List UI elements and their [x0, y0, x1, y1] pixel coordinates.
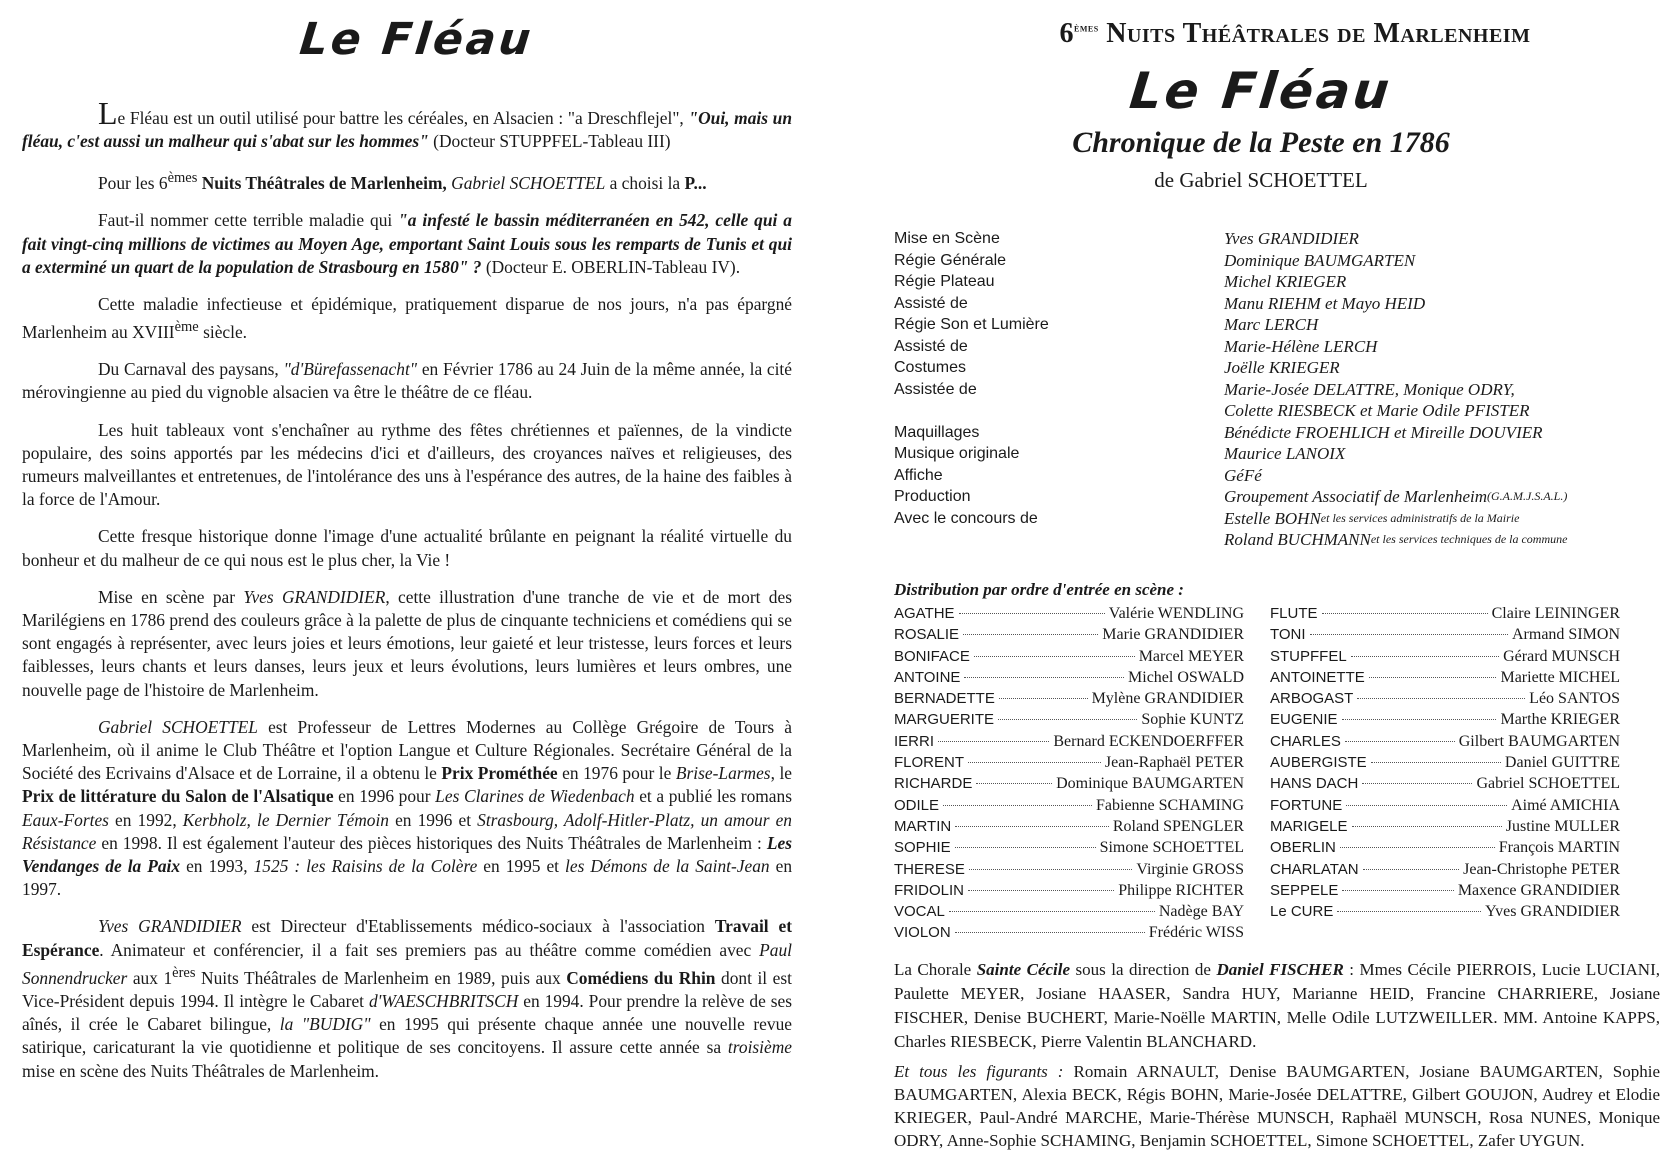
character-name: ROSALIE — [894, 626, 960, 644]
director-name: Yves GRANDIDIER — [98, 916, 242, 937]
dot-leader — [1345, 741, 1455, 742]
credit-role: Maquillages — [894, 423, 980, 441]
dot-leader — [949, 911, 1155, 912]
paragraph-8 — [22, 586, 792, 702]
sup: èmes — [167, 170, 198, 187]
cast-row — [894, 922, 1244, 943]
cast-row — [894, 709, 1244, 730]
actor-name: Armand SIMON — [1512, 626, 1620, 644]
text: . Animateur et conférencier, il a fait ses premiers pas au théâtre comme comédien avec — [99, 939, 760, 960]
text: Faut-il nommer cette terrible maladie qui — [98, 210, 399, 231]
cast-row — [1270, 837, 1620, 858]
cast-row — [894, 773, 1244, 794]
actor-name: Marcel MEYER — [1138, 647, 1244, 665]
credit-names: Maurice LANOIX — [1224, 444, 1346, 463]
text: a choisi la — [605, 173, 685, 194]
cast-row — [894, 667, 1244, 688]
organization: Travail et Espérance — [22, 916, 793, 960]
character-name: OBERLIN — [1270, 839, 1336, 857]
cast-row — [894, 603, 1244, 624]
character-name: ANTOINE — [894, 668, 961, 686]
cast-row — [894, 859, 1244, 880]
organization: Comédiens du Rhin — [566, 967, 716, 988]
cast-row — [1270, 709, 1620, 730]
paragraph-1 — [22, 95, 792, 153]
actor-name: Maxence GRANDIDIER — [1457, 881, 1620, 899]
dot-leader — [969, 869, 1132, 870]
organization: la "BUDIG" — [279, 1014, 371, 1035]
left-body — [22, 95, 793, 1097]
text: mise en scène des Nuits Théâtrales de Marlenheim. — [22, 1060, 380, 1081]
character-name: MARGUERITE — [894, 711, 995, 729]
text: , cette illustration d'une tranche de vie et de mort des Marilégiens en 1786 prend des couleurs grâce à la palette de plus de cinquante techniciens et comédiens qui se sont engagés à représenter, avec leurs joies et leurs émotions, leur gaieté et leur tristesse, leurs forces et leurs faiblesses, leurs chants et leurs danses, leurs jeux et leurs évolutions, leurs lumières et leurs ombres, une nouvelle page de l'histoire de Marlenheim. — [22, 586, 792, 700]
dot-leader — [1337, 911, 1481, 912]
character-name: FRIDOLIN — [894, 881, 965, 899]
cast-row — [1270, 901, 1620, 922]
actor-name: Gabriel SCHOETTEL — [1476, 775, 1620, 793]
cast-row — [894, 795, 1244, 816]
cast-row — [894, 880, 1244, 901]
actor-name: Léo SANTOS — [1529, 690, 1620, 708]
dot-leader — [968, 890, 1114, 891]
organization: d'WAESCHBRITSCH — [368, 990, 519, 1011]
dot-leader — [1322, 613, 1488, 614]
actor-name: Dominique BAUMGARTEN — [1056, 775, 1244, 793]
right-page — [850, 0, 1672, 1148]
credit-row — [894, 357, 1654, 379]
credits-list — [894, 228, 1654, 551]
credit-row — [894, 336, 1654, 358]
text: en 1996 et — [388, 809, 478, 830]
left-page — [0, 0, 820, 1148]
play-subtitle: Chronique de la Peste en 1786 — [1072, 126, 1450, 159]
character-name: CHARLATAN — [1270, 860, 1359, 878]
paragraph-5 — [22, 358, 792, 404]
credit-role: Avec le concours de — [894, 509, 1038, 527]
text: Pour les 6 — [98, 173, 168, 194]
cast-row — [1270, 816, 1620, 837]
character-name: BONIFACE — [894, 647, 970, 665]
credit-role: Assistée de — [894, 380, 977, 398]
actor-name: Mariette MICHEL — [1500, 668, 1620, 686]
cast-row — [894, 646, 1244, 667]
distribution-heading: Distribution par ordre d'entrée en scène : — [894, 580, 1184, 599]
credit-names: Joëlle KRIEGER — [1224, 358, 1340, 377]
text: aux 1 — [127, 967, 173, 988]
festival-name: Nuits Théâtrales de Marlenheim, — [197, 173, 447, 194]
text: Nuits Théâtrales de Marlenheim en 1989, puis aux — [195, 967, 567, 988]
quote: "a infesté le bassin méditerranéen en 542, celle qui a fait vingt-cinq millions de victimes au Moyen Age, emportant Saint Louis sous les remparts de Tunis et qui a exterminé un quart de la population de Strasbourg en 1580" ? — [22, 210, 792, 277]
credit-names: Marie-Josée DELATTRE, Monique ODRY, — [1224, 379, 1515, 399]
text: (Docteur E. OBERLIN-Tableau IV). — [481, 256, 741, 277]
dot-leader — [959, 613, 1105, 614]
work-title: Eaux-Fortes — [22, 809, 109, 830]
dot-leader — [943, 805, 1092, 806]
character-name: EUGENIE — [1270, 711, 1338, 729]
dot-leader — [1369, 677, 1497, 678]
cast-row — [894, 816, 1244, 837]
dot-leader — [1363, 869, 1460, 870]
paragraph-4 — [22, 293, 792, 344]
dot-leader — [976, 783, 1052, 784]
text: en 1976 pour le — [557, 763, 676, 784]
character-name: FLUTE — [1270, 605, 1318, 622]
text: siècle. — [198, 322, 248, 343]
actor-name: Jean-Raphaël PETER — [1104, 754, 1244, 772]
actor-name: Fabienne SCHAMING — [1096, 796, 1244, 814]
credit-row — [894, 465, 1654, 487]
character-name: SEPPELE — [1270, 881, 1339, 899]
dot-leader — [1340, 847, 1495, 848]
credit-names: Estelle BOHN — [1224, 508, 1321, 528]
dot-leader — [1357, 698, 1525, 699]
actor-name: Michel OSWALD — [1128, 668, 1244, 686]
text: P... — [684, 173, 707, 194]
credit-names: Groupement Associatif de Marlenheim — [1224, 487, 1487, 506]
cast-row — [894, 901, 1244, 922]
character-name: BERNADETTE — [894, 690, 995, 708]
credit-role: Mise en Scène — [894, 230, 1000, 247]
text: est Directeur d'Etablissements médico-sociaux à l'association — [241, 916, 715, 937]
text: 6 — [1059, 18, 1075, 49]
credit-role: Assisté de — [894, 337, 968, 355]
credit-note: (G.A.M.J.S.A.L.) — [1487, 489, 1568, 503]
dot-leader — [955, 826, 1109, 827]
dot-leader — [1342, 719, 1497, 720]
character-name: FLORENT — [894, 754, 965, 772]
character-name: AGATHE — [894, 605, 955, 622]
credit-role — [894, 400, 1224, 422]
character-name: RICHARDE — [894, 775, 973, 793]
actor-name: Sophie KUNTZ — [1141, 711, 1244, 729]
cast-row — [894, 752, 1244, 773]
text: Nuits Théâtrales de Marlenheim — [1098, 18, 1531, 49]
dot-leader — [964, 677, 1124, 678]
cast-row — [1270, 880, 1620, 901]
drop-cap: L — [98, 95, 118, 131]
cast-row — [1270, 603, 1620, 624]
actor-name: François MARTIN — [1498, 839, 1620, 857]
sup: èmes — [1074, 20, 1099, 35]
actor-name: Bernard ECKENDOERFFER — [1053, 732, 1244, 750]
text: e Fléau est un outil utilisé pour battre les céréales, en Alsacien : "a Dreschflejel", — [117, 108, 689, 128]
credit-row — [894, 293, 1654, 315]
text: en Février 1786 au 24 Juin de la même année, la cité mérovingienne au pied du vignoble alsacien va être le théâtre de ce fléau. — [22, 359, 792, 403]
credit-names: Yves GRANDIDIER — [1224, 229, 1359, 248]
text: Cette maladie infectieuse et épidémique, pratiquement disparue de nos jours, n'a pas épargné Marlenheim au XVIII — [22, 294, 792, 343]
credit-names: Roland BUCHMANN — [1224, 530, 1371, 549]
sup: ème — [174, 319, 199, 336]
character-name: FORTUNE — [1270, 796, 1343, 814]
character-name: AUBERGISTE — [1270, 754, 1367, 772]
cast-row — [1270, 795, 1620, 816]
work-title: Brise-Larmes — [675, 763, 771, 784]
credit-role: Régie Générale — [894, 251, 1007, 269]
character-name: VOCAL — [894, 903, 945, 921]
dot-leader — [1362, 783, 1472, 784]
paragraph-2 — [22, 167, 792, 195]
actor-name: Simone SCHOETTEL — [1099, 839, 1244, 857]
play-title: Le Fléau — [1127, 62, 1395, 120]
text: et a publié les romans — [634, 786, 792, 807]
text: en 1997. — [22, 856, 793, 900]
actor-name: Philippe RICHTER — [1118, 881, 1244, 899]
actor-name: Jean-Christophe PETER — [1463, 860, 1620, 878]
left-title: Le Fléau — [297, 14, 536, 65]
award: Prix Prométhée — [441, 763, 558, 784]
work-title: Kerbholz, le Dernier Témoin — [182, 809, 389, 830]
credit-row — [894, 422, 1654, 444]
character-name: IERRI — [894, 732, 935, 750]
text: dont il est Vice-Président depuis 1994. Il intègre le Cabaret — [22, 967, 792, 1011]
work-title: Strasbourg, Adolf-Hitler-Platz, un amour en Résistance — [22, 809, 792, 853]
character-name: THERESE — [894, 860, 965, 878]
text: en 1994. Pour prendre la relève de ses aînés, il crée le Cabaret bilingue, — [22, 990, 792, 1035]
author-name: Gabriel SCHOETTEL — [98, 716, 258, 737]
sup: ères — [172, 964, 196, 981]
credit-role: Régie Son et Lumière — [894, 316, 1049, 333]
credit-row — [894, 486, 1654, 508]
credit-row — [894, 400, 1654, 422]
credit-note: et les services administratifs de la Mairie — [1320, 510, 1520, 525]
festival-heading — [940, 18, 1650, 50]
credit-names: Dominique BAUMGARTEN — [1224, 250, 1416, 270]
cast-row — [1270, 731, 1620, 752]
actor-name: Nadège BAY — [1158, 903, 1244, 921]
actor-name: Claire LEININGER — [1491, 605, 1620, 622]
cast-row — [894, 624, 1244, 645]
text: en 1995 et — [477, 856, 566, 877]
character-name: ARBOGAST — [1270, 690, 1354, 708]
text: est Professeur de Lettres Modernes au Collège Grégoire de Tours à Marlenheim, où il anime le Club Théâtre et l'option Langue et Culture Régionales. Secrétaire Général de la Société des Ecrivains d'Alsace et de Lorraine, il a obtenu le — [22, 716, 792, 784]
credit-role: Affiche — [894, 466, 943, 484]
director-name: Yves GRANDIDIER — [243, 586, 386, 607]
cast-row — [894, 731, 1244, 752]
actor-name: Daniel GUITTRE — [1504, 754, 1620, 772]
cast-row — [1270, 624, 1620, 645]
actor-name: Yves GRANDIDIER — [1485, 903, 1620, 921]
credit-names: Marc LERCH — [1224, 315, 1319, 334]
work-title: Les Clarines de Wiedenbach — [435, 786, 635, 807]
character-name: MARTIN — [894, 817, 952, 835]
actor-name: Virginie GROSS — [1136, 860, 1244, 878]
cast-row — [1270, 688, 1620, 709]
credit-row — [894, 250, 1654, 272]
character-name: STUPFFEL — [1270, 647, 1347, 665]
quote: "Oui, mais un fléau, c'est aussi un malheur qui s'abat sur les hommes" — [22, 108, 792, 152]
text: , le — [770, 763, 793, 784]
character-name: HANS DACH — [1270, 775, 1359, 793]
actor-name: Mylène GRANDIDIER — [1091, 690, 1244, 708]
credit-names: Colette RIESBECK et Marie Odile PFISTER — [1224, 401, 1530, 420]
figurants-label: Et tous les figurants : — [894, 1062, 1064, 1081]
dot-leader — [1371, 762, 1501, 763]
cast-row — [1270, 859, 1620, 880]
work-title: Les Vendanges de la Paix — [22, 832, 792, 877]
author-name: Gabriel SCHOETTEL — [446, 173, 606, 194]
cast-row — [1270, 752, 1620, 773]
paragraph-7: Cette fresque historique donne l'image d'une actualité brûlante en peignant la réalité virtuelle du bonheur et du malheur de ce qui nous est le plus cher, la Vie ! — [22, 526, 792, 570]
actor-name: Marthe KRIEGER — [1500, 711, 1620, 729]
text: : Mmes Cécile PIERROIS, Lucie LUCIANI, Paulette MEYER, Josiane HAASER, Sandra HUY, Marianne HEID, Francine CHARRIERE, Josiane FISCHER, Denise BUCHERT, Marie-Noëlle MARTIN, Melle Odile LUTZWEILLER. MM. Antoine KAPPS, Charles RIESBECK, Pierre Valentin BLANCHARD. — [894, 960, 1660, 1051]
dot-leader — [1352, 826, 1502, 827]
dot-leader — [963, 634, 1098, 635]
actor-name: Marie GRANDIDIER — [1102, 626, 1244, 644]
actor-name: Gilbert BAUMGARTEN — [1458, 732, 1620, 750]
credit-row — [894, 228, 1654, 250]
conductor-name: Daniel FISCHER — [1216, 960, 1344, 979]
actor-name: Aimé AMICHIA — [1511, 796, 1620, 814]
character-name: ODILE — [894, 796, 940, 814]
text: en 1993, — [180, 856, 254, 877]
credit-row — [894, 314, 1654, 336]
credit-role: Assisté de — [894, 294, 968, 312]
cast-row — [1270, 646, 1620, 667]
work-title: 1525 : les Raisins de la Colère — [253, 856, 478, 877]
play-author: de Gabriel SCHOETTEL — [1154, 168, 1368, 192]
cast-column-left — [894, 603, 1244, 944]
character-name: VIOLON — [894, 924, 951, 942]
paragraph-10 — [22, 915, 792, 1082]
cast-row — [894, 837, 1244, 858]
actor-name: Roland SPENGLER — [1112, 817, 1244, 835]
credit-role: Régie Plateau — [894, 273, 995, 290]
character-name: TONI — [1270, 626, 1306, 644]
text: en 1998. Il est également l'auteur des pièces historiques des Nuits Théâtrales de Marlenheim : — [96, 832, 767, 853]
dot-leader — [1310, 634, 1508, 635]
credit-names: Marie-Hélène LERCH — [1224, 336, 1378, 356]
quote: "d'Bürefassenacht" — [283, 359, 418, 380]
character-name: SOPHIE — [894, 839, 951, 857]
character-name: ANTOINETTE — [1270, 668, 1365, 686]
credit-row — [894, 379, 1654, 401]
cast-row — [894, 688, 1244, 709]
dot-leader — [955, 932, 1145, 933]
work-title: les Démons de la Saint-Jean — [565, 856, 770, 877]
paragraph-9 — [22, 716, 792, 902]
dot-leader — [974, 656, 1135, 657]
text: Romain ARNAULT, Denise BAUMGARTEN, Josiane BAUMGARTEN, Sophie BAUMGARTEN, Alexia BECK, Régis BOHN, Marie-Josée DELATTRE, Gilbert GOUJON, Audrey et Elodie KRIEGER, Paul-André MARCHE, Marie-Thérèse MUNSCH, Raphaël MUNSCH, Rosa NUNES, Monique ODRY, Anne-Sophie SCHAMING, Benjamin SCHOETTEL, Simone SCHOETTEL, Zafer UYGUN. — [894, 1062, 1660, 1150]
cast-column-right — [1270, 603, 1620, 922]
text: troisième — [727, 1037, 792, 1058]
text: sous la direction de — [1070, 960, 1217, 979]
paragraph-3 — [22, 209, 792, 279]
actor-name: Frédéric WISS — [1148, 924, 1244, 942]
dot-leader — [998, 719, 1137, 720]
figurants-paragraph — [894, 1060, 1660, 1152]
text: en 1996 pour — [333, 786, 436, 807]
credit-row — [894, 508, 1654, 530]
actor-name: Justine MULLER — [1505, 817, 1620, 835]
credit-names: Manu RIEHM et Mayo HEID — [1224, 293, 1426, 313]
dot-leader — [955, 847, 1096, 848]
award: Prix de littérature du Salon de l'Alsatique — [22, 786, 334, 807]
text: Du Carnaval des paysans, — [98, 359, 284, 380]
text: en 1992, — [108, 809, 183, 830]
actor-name: Valérie WENDLING — [1108, 605, 1244, 622]
cast-row — [1270, 667, 1620, 688]
text: La Chorale — [894, 960, 977, 979]
cast-row — [1270, 773, 1620, 794]
text: (Docteur STUPPFEL-Tableau III) — [428, 131, 671, 152]
dot-leader — [1346, 805, 1507, 806]
text: Mise en scène par — [98, 586, 244, 607]
dot-leader — [1342, 890, 1453, 891]
dot-leader — [999, 698, 1088, 699]
credit-role — [894, 529, 1224, 551]
credit-row — [894, 271, 1654, 293]
play-title-wrap — [850, 62, 1672, 120]
credit-row — [894, 443, 1654, 465]
chorale-name: Sainte Cécile — [976, 960, 1071, 979]
character-name: Le CURE — [1270, 903, 1334, 921]
credit-role: Production — [894, 488, 971, 505]
credit-names: Bénédicte FROEHLICH et Mireille DOUVIER — [1224, 422, 1543, 442]
character-name: CHARLES — [1270, 732, 1341, 750]
credit-row — [894, 529, 1654, 551]
credit-note: et les services techniques de la commune — [1370, 532, 1568, 546]
paragraph-6: Les huit tableaux vont s'enchaîner au rythme des fêtes chrétiennes et païennes, de la vindicte populaire, des soins apportés par les médecins d'ici et d'ailleurs, des croyances naïves et religieuses, des rumeurs malveillantes et entretenues, de l'intolérance des uns à l'espérance des autres, de la haine des faibles à la force de l'Amour. — [22, 419, 792, 510]
actor-name: Gérard MUNSCH — [1503, 647, 1620, 665]
credit-names: Michel KRIEGER — [1224, 272, 1347, 291]
dot-leader — [968, 762, 1101, 763]
character-name: MARIGELE — [1270, 817, 1348, 835]
text: en 1995 qui présente chaque année une nouvelle revue satirique, caricaturant la vie quotidienne et politique de ses concitoyens. Il assure cette année sa — [22, 1014, 792, 1058]
dot-leader — [938, 741, 1049, 742]
dot-leader — [1351, 656, 1499, 657]
credit-role: Musique originale — [894, 445, 1020, 462]
credit-names: GéFé — [1224, 465, 1262, 485]
chorale-paragraph — [894, 958, 1660, 1054]
credit-role: Costumes — [894, 359, 967, 376]
person-name: Paul Sonnendrucker — [22, 939, 792, 988]
